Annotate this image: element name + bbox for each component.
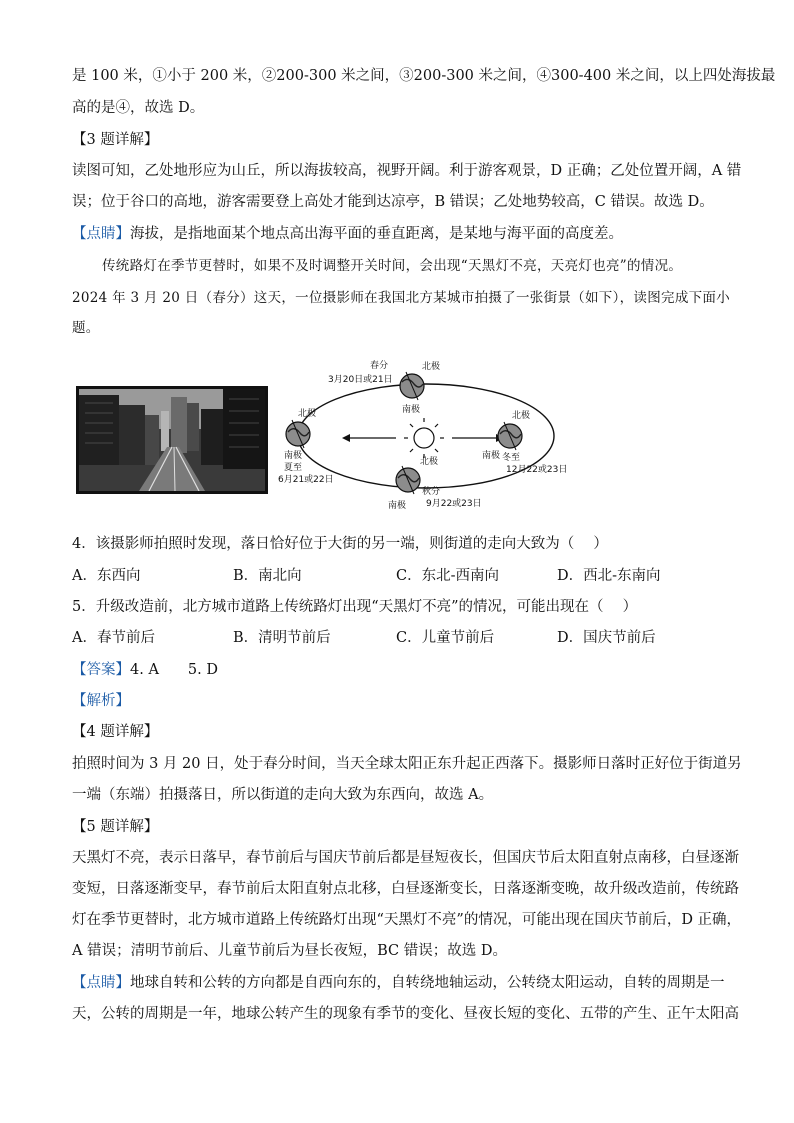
winter-date: 12月22或23日 <box>506 465 568 475</box>
text-line: 天黑灯不亮，表示日落早，春节前后与国庆节前后都是昼短夜长，但国庆节后太阳直射点南移，白昼逐渐 <box>72 850 739 866</box>
autumn-date: 9月22或23日 <box>426 499 482 509</box>
section-heading: 【3 题详解】 <box>72 132 159 148</box>
question-4: 4．该摄影师拍照时发现，落日恰好位于大街的另一端，则街道的走向大致为（ ） <box>72 536 608 552</box>
text-line: 高的是④，故选 D。 <box>72 100 205 116</box>
option-d: D．西北-东南向 <box>557 568 661 584</box>
note-text: 海拔，是指地面某个地点高出海平面的垂直距离，是某地与海平面的高度差。 <box>130 226 623 242</box>
text-line: A 错误；清明节前后、儿童节前后为昼长夜短，BC 错误；故选 D。 <box>72 943 507 959</box>
answer-line <box>72 660 218 680</box>
north-pole-label: 北极 <box>512 411 531 421</box>
option-b: B．清明节前后 <box>233 630 331 646</box>
text-line: 误；位于谷口的高地，游客需要登上高处才能到达凉亭，B 错误；乙处地势较高，C 错误。故选 D。 <box>72 194 714 210</box>
summer-name: 夏至 <box>284 463 303 473</box>
text-line: 是 100 米，①小于 200 米，②200-300 米之间，③200-300 米之间，④300-400 米之间，以上四处海拔最 <box>72 68 776 84</box>
south-pole-label: 南极 <box>388 501 407 510</box>
south-pole-label: 南极 <box>482 451 501 461</box>
note-tag: 【点睛】 <box>72 226 130 242</box>
section-heading: 【5 题详解】 <box>72 819 159 835</box>
option-c: C．儿童节前后 <box>396 630 495 646</box>
material-line: 2024 年 3 月 20 日（春分）这天，一位摄影师在我国北方某城市拍摄了一张街景（如下），读图完成下面小 <box>72 290 731 306</box>
sun-icon <box>404 418 444 458</box>
south-pole-label: 南极 <box>284 451 303 461</box>
option-c: C．东北-西南向 <box>396 568 499 584</box>
summer-earth-icon <box>286 420 310 448</box>
answer-tag: 【答案】 <box>72 662 130 678</box>
text-line: 变短，日落逐渐变早，春节前后太阳直射点北移，白昼逐渐变长，日落逐渐变晚，故升级改造前，传统路 <box>72 881 739 897</box>
north-pole-label: 北极 <box>298 409 317 419</box>
north-pole-label: 北极 <box>422 362 441 372</box>
earth-orbit-diagram <box>276 352 588 510</box>
north-pole-label: 北极 <box>420 457 439 467</box>
summer-date: 6月21或22日 <box>278 475 334 485</box>
material-line: 题。 <box>72 320 100 336</box>
autumn-earth-icon <box>396 466 420 494</box>
spring-date: 3月20日或21日 <box>328 375 393 385</box>
text-line: 灯在季节更替时，北方城市道路上传统路灯出现“天黑灯不亮”的情况，可能出现在国庆节前后，D 正确， <box>72 912 742 928</box>
street-photo <box>76 386 268 494</box>
note-line <box>72 224 623 244</box>
analysis-tag: 【解析】 <box>72 693 130 709</box>
spring-earth-icon <box>400 372 424 400</box>
text-line: 拍照时间为 3 月 20 日，处于春分时间，当天全球太阳正东升起正西落下。摄影师日落时正好位于街道另 <box>72 756 742 772</box>
section-heading: 【4 题详解】 <box>72 724 159 740</box>
text-line: 天，公转的周期是一年，地球公转产生的现象有季节的变化、昼夜长短的变化、五带的产生、正午太阳高 <box>72 1006 739 1022</box>
arrow-right-icon <box>452 434 504 442</box>
option-a: A．东西向 <box>72 568 141 584</box>
note-tag: 【点睛】 <box>72 975 130 991</box>
south-pole-label: 南极 <box>402 405 421 415</box>
text-line: 读图可知，乙处地形应为山丘，所以海拔较高，视野开阔。利于游客观景，D 正确；乙处位置开阔，A 错 <box>72 163 742 179</box>
spring-name: 春分 <box>370 361 389 371</box>
note-line <box>72 973 725 993</box>
option-a: A．春节前后 <box>72 630 155 646</box>
winter-earth-icon <box>498 422 522 450</box>
autumn-name: 秋分 <box>422 487 441 497</box>
street-photo-drawing <box>79 389 265 491</box>
arrow-left-icon <box>342 434 396 442</box>
question-5: 5．升级改造前，北方城市道路上传统路灯出现“天黑灯不亮”的情况，可能出现在（ ） <box>72 599 638 615</box>
answer-text: 4. A 5. D <box>130 662 218 678</box>
option-b: B．南北向 <box>233 568 302 584</box>
material-line: 传统路灯在季节更替时，如果不及时调整开关时间，会出现“天黑灯不亮，天亮灯也亮”的情况。 <box>102 258 683 274</box>
option-d: D．国庆节前后 <box>557 630 656 646</box>
winter-name: 冬至 <box>502 453 521 463</box>
note-text: 地球自转和公转的方向都是自西向东的，自转绕地轴运动，公转绕太阳运动，自转的周期是一 <box>130 975 725 991</box>
text-line: 一端（东端）拍摄落日，所以街道的走向大致为东西向，故选 A。 <box>72 787 494 803</box>
